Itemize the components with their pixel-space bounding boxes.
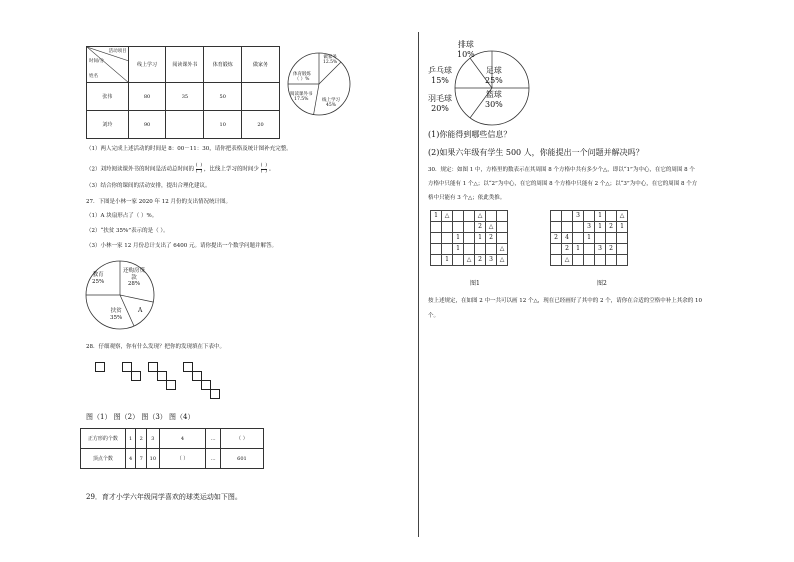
- table-cell: …: [206, 449, 221, 469]
- grid-cell[interactable]: 1: [442, 255, 453, 266]
- fraction-blank-2[interactable]: ( ) ( ): [260, 163, 268, 174]
- pie3-label-text: 排球: [457, 40, 474, 49]
- answer-blank[interactable]: （ ）: [159, 449, 206, 469]
- question-28: 28．仔细观察，你有什么发现？把你的发现填在下表中。: [86, 344, 226, 350]
- grid-cell[interactable]: 3: [584, 222, 595, 233]
- question-26-2: [86, 164, 274, 174]
- grid-cell[interactable]: [486, 211, 497, 222]
- grid-row: [431, 255, 508, 266]
- grid-cell[interactable]: [573, 233, 584, 244]
- grid-cell[interactable]: 1: [431, 211, 442, 222]
- pie1-label-text: 做家务: [323, 55, 337, 60]
- grid-figure-2: [550, 210, 628, 266]
- table-cell: 4: [159, 429, 206, 449]
- square-shape: [210, 389, 220, 399]
- pie1-label-reading: [290, 92, 313, 103]
- pie1-label-online: [322, 98, 340, 109]
- pie2-label-value: 35%: [110, 314, 123, 321]
- pie3-label-value: 25%: [485, 75, 503, 85]
- question-30-line4: 按上述规定，在如图 2 中一共可以画 12 个△，现在已经画好了其中的 2 个，请你在合适的空格中补上其余的 10: [428, 298, 702, 304]
- pie2-label-poverty: [110, 308, 122, 321]
- pie1-label-sports: [293, 72, 311, 83]
- table-cell: 80: [128, 83, 166, 111]
- grid-cell[interactable]: 2: [606, 244, 617, 255]
- header-cell: 体育锻炼: [204, 47, 242, 83]
- row-name: 刘玲: [87, 111, 129, 139]
- grid-cell[interactable]: [431, 244, 442, 255]
- grid-cell[interactable]: △: [617, 211, 628, 222]
- square-shape: [95, 362, 105, 372]
- table-cell: 90: [128, 111, 166, 139]
- grid-cell[interactable]: 1: [453, 233, 464, 244]
- question-29-1: (1)你能得到哪些信息？: [428, 130, 512, 139]
- grid-cell[interactable]: [606, 255, 617, 266]
- pie3-label-football: [485, 66, 503, 85]
- grid-cell[interactable]: 2: [475, 222, 486, 233]
- grid-cell[interactable]: 2: [486, 233, 497, 244]
- grid-cell[interactable]: [453, 211, 464, 222]
- grid-cell[interactable]: [595, 255, 606, 266]
- header-cell: 线上学习: [128, 47, 166, 83]
- question-30-line3: 格中只能有 3 个△；依此类推。: [428, 195, 506, 201]
- grid-cell[interactable]: [431, 255, 442, 266]
- table-cell: 1: [125, 429, 136, 449]
- pie1-label-value: （ ）%: [294, 77, 310, 83]
- grid-row: [431, 211, 508, 222]
- grid-cell[interactable]: [442, 233, 453, 244]
- grid-figure-1: [430, 210, 508, 266]
- square-vertex-table: [80, 428, 264, 469]
- grid-cell[interactable]: 3: [595, 244, 606, 255]
- grid-cell[interactable]: [606, 233, 617, 244]
- pie3-label-text: 羽毛球: [428, 94, 452, 103]
- question-27-3: （3）小林一家 12 月份总计支出了 6400 元。请你提出一个数学问题并解答。: [86, 243, 277, 249]
- pie1-label-text: 线上学习: [322, 98, 340, 103]
- grid-cell[interactable]: [486, 244, 497, 255]
- grid-cell[interactable]: [562, 222, 573, 233]
- table-row: [87, 111, 280, 139]
- grid-cell[interactable]: △: [497, 255, 508, 266]
- grid-row: [551, 255, 628, 266]
- table-cell: …: [206, 429, 221, 449]
- grid-cell[interactable]: 2: [606, 222, 617, 233]
- pie3-label-text: 乒乓球: [428, 66, 452, 75]
- header-cell: 做家务: [242, 47, 280, 83]
- grid-cell[interactable]: [584, 255, 595, 266]
- table-cell: 601: [220, 449, 263, 469]
- square-shape: [131, 371, 141, 381]
- grid-row: [431, 233, 508, 244]
- pie2-label-value: 25%: [92, 278, 105, 285]
- table-row: [87, 83, 280, 111]
- grid-cell[interactable]: [595, 233, 606, 244]
- pie3-label-volleyball: [457, 40, 475, 59]
- grid-cell[interactable]: 1: [595, 211, 606, 222]
- grid-cell[interactable]: [551, 244, 562, 255]
- question-29: 29．育才小学六年级同学喜欢的球类运动如下图。: [86, 493, 242, 501]
- figure-labels: 图（1） 图（2） 图（3） 图（4）: [86, 413, 195, 421]
- table-cell: 10: [204, 111, 242, 139]
- grid-cell[interactable]: [453, 222, 464, 233]
- grid-cell[interactable]: △: [486, 222, 497, 233]
- table-cell: 20: [242, 111, 280, 139]
- table-cell: 7: [136, 449, 147, 469]
- grid-cell[interactable]: △: [464, 255, 475, 266]
- table-cell: 3: [147, 429, 160, 449]
- grid-cell[interactable]: 1: [595, 222, 606, 233]
- row-name: 张伟: [87, 83, 129, 111]
- grid-cell[interactable]: 1: [584, 233, 595, 244]
- pie1-label-value: 17.5%: [294, 97, 309, 103]
- table-row: [81, 449, 264, 469]
- grid-cell[interactable]: [617, 244, 628, 255]
- pie2-label-value: 28%: [127, 281, 141, 288]
- grid-cell[interactable]: 1: [573, 244, 584, 255]
- grid-cell[interactable]: 4: [562, 233, 573, 244]
- pie2-label-text: 扶贫: [110, 308, 122, 314]
- diag-bot-label: 姓名: [89, 74, 98, 79]
- question-30-line5: 个。: [428, 313, 440, 319]
- q2-text-b: ，比线上学习的时间少: [203, 166, 259, 173]
- question-26-1: （1）两人完成上述活动的时间是 8：00－11：30，请你把表格及统计图补充完整。: [86, 146, 292, 152]
- grid-cell[interactable]: [617, 233, 628, 244]
- grid-cell[interactable]: 1: [453, 244, 464, 255]
- table-cell: 顶点个数: [81, 449, 126, 469]
- pie3-label-text: 足球: [485, 66, 502, 75]
- q2-text-c: 。: [268, 166, 275, 173]
- diag-mid-label: 时间/分: [89, 59, 105, 64]
- pie3-label-value: 20%: [431, 103, 449, 113]
- table-cell: 50: [204, 83, 242, 111]
- pie2-label-education: [92, 272, 104, 285]
- grid-cell[interactable]: [431, 222, 442, 233]
- question-27: 27．下图是小林一家 2020 年 12 月份的支出情况统计图。: [86, 199, 231, 205]
- grid-cell[interactable]: [584, 211, 595, 222]
- pie3-label-value: 10%: [457, 49, 475, 59]
- grid2-caption: 图2: [597, 280, 607, 287]
- pie1-label-text: 体育锻炼: [293, 72, 311, 77]
- grid-cell[interactable]: [464, 244, 475, 255]
- grid-cell[interactable]: 2: [551, 233, 562, 244]
- grid-row: [551, 222, 628, 233]
- grid-cell[interactable]: [475, 244, 486, 255]
- grid-cell[interactable]: [442, 244, 453, 255]
- diag-top-label: 活动项目: [108, 49, 127, 54]
- question-29-2: (2)如果六年级有学生 500 人，你能提出一个问题并解决吗？: [428, 148, 644, 157]
- table-cell: 正方形的个数: [81, 429, 126, 449]
- grid-cell[interactable]: [584, 244, 595, 255]
- grid-cell[interactable]: [442, 222, 453, 233]
- grid-cell[interactable]: [453, 255, 464, 266]
- grid-cell[interactable]: [431, 233, 442, 244]
- answer-blank[interactable]: （ ）: [220, 429, 263, 449]
- grid-cell[interactable]: [606, 211, 617, 222]
- grid-cell[interactable]: [551, 222, 562, 233]
- pie1-label-text: 阅读课外书: [290, 92, 313, 97]
- grid-cell[interactable]: [464, 211, 475, 222]
- pie3-label-pingpong: [428, 66, 452, 85]
- grid-cell[interactable]: [464, 222, 475, 233]
- grid-cell[interactable]: 1: [617, 222, 628, 233]
- table-cell: [166, 111, 204, 139]
- question-30-line1: 30．规定：如图 1 中，方格里的数表示在其周围 8 个方格中共有多少个△，即以“1”为中心，在它的周围 8 个: [428, 167, 695, 173]
- activity-table: [86, 46, 280, 139]
- grid-row: [551, 211, 628, 222]
- header-diagonal-cell: [87, 47, 129, 83]
- grid-cell[interactable]: [497, 233, 508, 244]
- question-30-line2: 方格中只能有 1 个△；以“2”为中心，在它的周围 8 个方格中只能有 2 个△；以“3”为中心，在它的周围 8 个方: [428, 181, 698, 187]
- question-27-2: （2）“扶贫 35%”表示的是（ ）。: [86, 228, 169, 234]
- table-cell: 4: [125, 449, 136, 469]
- grid-cell[interactable]: △: [475, 211, 486, 222]
- grid-cell[interactable]: [562, 211, 573, 222]
- activity-pie-chart: [286, 46, 352, 122]
- grid-cell[interactable]: [573, 222, 584, 233]
- grid-row: [551, 233, 628, 244]
- table-cell: [242, 83, 280, 111]
- pie2-label-text: 教育: [92, 272, 104, 278]
- grid-cell[interactable]: △: [497, 244, 508, 255]
- grid-cell[interactable]: [573, 255, 584, 266]
- grid-cell[interactable]: △: [442, 211, 453, 222]
- square-shape: [166, 380, 176, 390]
- pie3-label-text: 篮球: [485, 90, 502, 99]
- grid-cell[interactable]: 3: [486, 255, 497, 266]
- column-divider: [418, 32, 419, 537]
- pie3-label-badminton: [428, 94, 452, 113]
- table-row: [81, 429, 264, 449]
- table-cell: 35: [166, 83, 204, 111]
- grid-cell[interactable]: 2: [562, 244, 573, 255]
- table-cell: 10: [147, 449, 160, 469]
- q2-text-a: （2）刘玲阅读课外书的时间是活动总时间的: [86, 166, 195, 173]
- grid-cell[interactable]: [497, 222, 508, 233]
- fraction-blank-1[interactable]: ( ) ( ): [195, 163, 203, 174]
- question-26-3: （3）结合你的课间的活动安排，提出合理化建议。: [86, 183, 211, 189]
- grid-cell[interactable]: [464, 233, 475, 244]
- grid-row: [551, 244, 628, 255]
- pie1-label-value: 45%: [325, 103, 336, 109]
- ball-sports-pie-chart: [452, 48, 532, 128]
- pie3-label-value: 30%: [485, 99, 503, 109]
- grid-cell[interactable]: [551, 211, 562, 222]
- grid-row: [431, 222, 508, 233]
- pie2-label-a: A: [138, 307, 143, 314]
- grid-cell[interactable]: [617, 255, 628, 266]
- pie3-label-basketball: [485, 90, 503, 109]
- table-cell: 2: [136, 429, 147, 449]
- grid-cell[interactable]: 3: [573, 211, 584, 222]
- grid-cell[interactable]: [551, 255, 562, 266]
- grid-cell[interactable]: 1: [475, 233, 486, 244]
- grid-cell[interactable]: 2: [475, 255, 486, 266]
- grid-cell[interactable]: △: [562, 255, 573, 266]
- pie1-label-value: 12.5%: [323, 60, 338, 66]
- pie1-label-housework: [323, 55, 337, 66]
- pie2-label-text: 还购房贷款: [123, 268, 146, 281]
- question-27-1: （1）A 块扇形占了（ ）%。: [86, 213, 158, 219]
- pie2-label-mortgage: [123, 268, 145, 288]
- grid-row: [431, 244, 508, 255]
- header-cell: 阅读课外书: [166, 47, 204, 83]
- grid-cell[interactable]: [497, 211, 508, 222]
- grid1-caption: 图1: [470, 280, 480, 287]
- pie3-label-value: 15%: [431, 75, 449, 85]
